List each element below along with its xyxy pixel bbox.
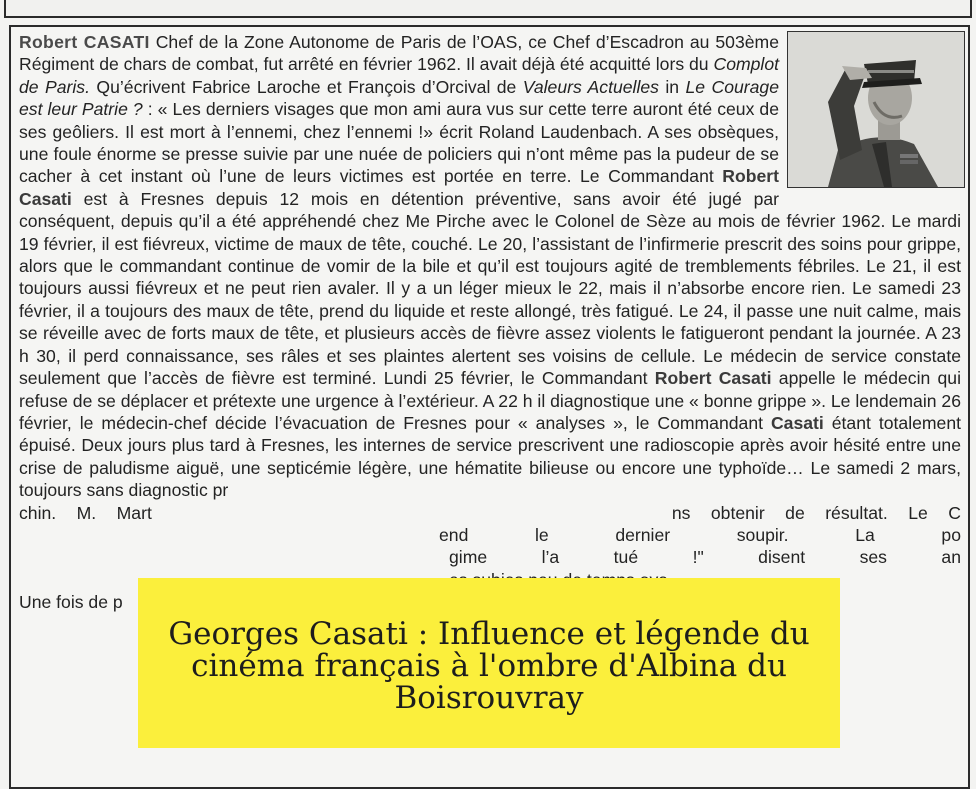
text-fragment: Une fois de p xyxy=(19,592,123,613)
text-italic: Le Courage est leur Patrie ? xyxy=(19,76,780,120)
text-segment: Qu’écrivent Fabrice Laroche et François d’Orcival de xyxy=(89,76,523,97)
text-segment: Chef de la Zone Autonome de Paris de l’OAS, ce Chef d’Escadron au 503ème Régiment de chars de combat, fut arrêté en février 1962. Il avait déjà été acquitté lors du xyxy=(19,32,779,75)
text-fragment: end le dernier soupir. La po xyxy=(439,524,961,545)
caption-overlay xyxy=(138,578,840,748)
person-name: Casati xyxy=(770,412,824,433)
text-segment: in xyxy=(658,76,686,97)
text-fragment: chin. M. Mart xyxy=(19,502,152,523)
text-segment: est à Fresnes depuis 12 mois en détention préventive, sans avoir été jugé par conséquent, depuis qu’il a été appréhendé chez Me Pirche avec le Colonel de Sèze au mois de février 1962. Le mardi 19 février, il est fiévreux, victime de maux de tête, couché. Le 20, l’assistant de l’infirmerie prescrit des soins pour grippe, alors que le commandant continue de vomir de la bile et qu’il est toujours agité de tremblements fébriles. Le 21, il est toujours aussi fiévreux et ne peut rien avaler. Il y a un léger mieux le 22, mais il n’absorbe encore rien. Le samedi 23 février, il a toujours des maux de tête, prend du liquide et reste allongé, très fatigué. Le 24, il passe une nuit calme, mais se réveille avec de forts maux de tête, et plusieurs accès de fièvre assez violents le fatigueront pendant la journée. A 23 h 30, il perd connaissance, ses râles et ses plaintes alertent ses voisins de cellule. Le médecin de service constate seulement que l’accès de fièvre est terminé. Lundi 25 février, le Commandant xyxy=(19,188,961,389)
person-name-lead: Robert CASATI xyxy=(19,32,150,52)
article-body xyxy=(19,31,961,614)
text-fragment: gime l’a tué !" disent ses an xyxy=(449,547,961,568)
text-segment: étant totalement épuisé. Deux jours plus tard à Fresnes, les internes de service prescrivent une radioscopie après avoir hésité entre une crise de paludisme aiguë, une septicémie légère, une hématite bilieuse ou encore une typhoïde… Le samedi 2 mars, toujours sans diagnostic pr xyxy=(19,412,961,501)
saluting-officer-icon xyxy=(788,32,964,187)
officer-photo xyxy=(787,31,965,188)
text-segment: : « Les derniers visages que mon ami aura vus sur cette terre auront été ceux de ses geôliers. Il est mort à l’ennemi, chez l’ennemi !» écrit Roland Laudenbach. A ses obsèques, une foule énorme se presse suivie par une nuée de policiers qui n’ont même pas la pudeur de se cacher à cet instant où l’une de leurs victimes est portée en terre. Le Commandant xyxy=(19,99,780,187)
text-italic: Valeurs Actuelles xyxy=(522,76,659,97)
text-italic: Complot de Paris. xyxy=(19,54,779,97)
text-fragment: ns obtenir de résultat. Le C xyxy=(671,502,962,523)
person-name: Robert Casati xyxy=(19,166,779,209)
text-segment: appelle le médecin qui refuse de se déplacer et prétexte une urgence à l’extérieur. A 22 h il diagnostique une « bonne grippe ». Le lendemain 26 février, le médecin-chef décide l’évacuation de Fresnes pour « analyses », le Commandant xyxy=(19,368,962,433)
previous-article-frame xyxy=(4,0,972,18)
caption-title: Georges Casati : Influence et légende du cinéma français à l'ombre d'Albina du Boisrouvray xyxy=(168,616,810,716)
person-name: Robert Casati xyxy=(654,368,772,389)
